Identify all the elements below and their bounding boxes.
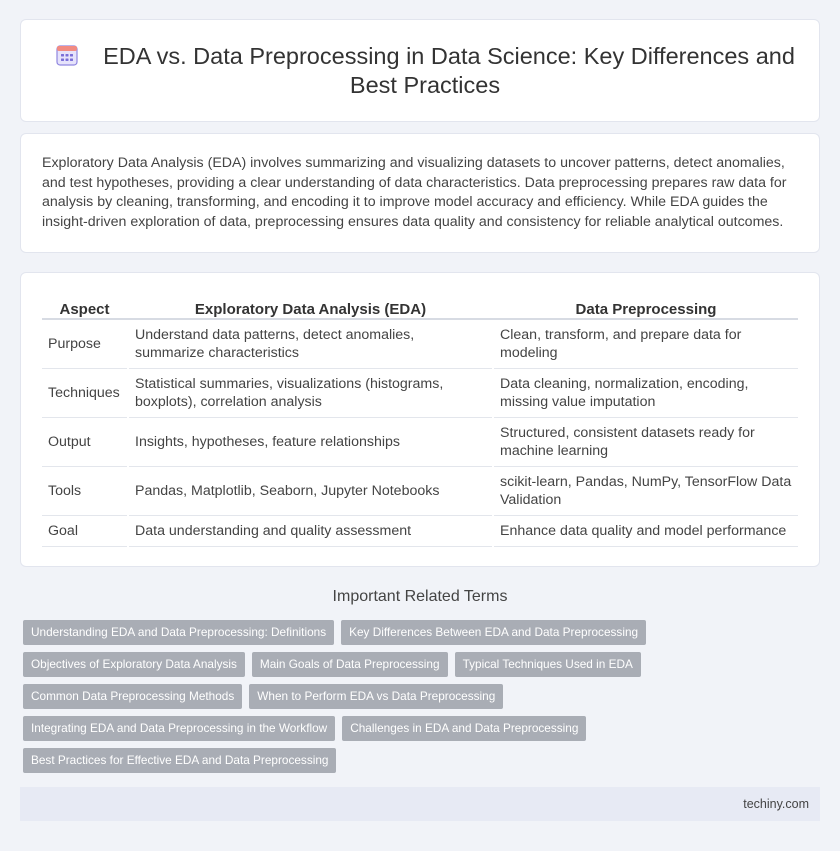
row-preprocessing: Clean, transform, and prepare data for modeling: [493, 319, 798, 368]
table-row: [42, 515, 798, 546]
row-eda: Insights, hypotheses, feature relationships: [128, 417, 493, 466]
related-term-tag[interactable]: When to Perform EDA vs Data Preprocessing: [249, 684, 503, 709]
related-term-tag[interactable]: Integrating EDA and Data Preprocessing in the Workflow: [23, 716, 335, 741]
row-aspect: Techniques: [42, 368, 128, 417]
row-preprocessing: Structured, consistent datasets ready for machine learning: [493, 417, 798, 466]
table-header-row: [42, 295, 798, 319]
page-title-container: [51, 42, 799, 100]
intro-card: [20, 133, 820, 253]
related-term-tag[interactable]: Understanding EDA and Data Preprocessing: Definitions: [23, 620, 334, 645]
row-aspect: Tools: [42, 466, 128, 515]
header-aspect: Aspect: [42, 295, 128, 319]
page-title: EDA vs. Data Preprocessing in Data Science: Key Differences and Best Practices: [103, 43, 795, 98]
row-eda: Data understanding and quality assessment: [128, 515, 493, 546]
table-row: [42, 368, 798, 417]
related-term-tag[interactable]: Challenges in EDA and Data Preprocessing: [342, 716, 586, 741]
comparison-card: [20, 272, 820, 567]
row-preprocessing: Enhance data quality and model performance: [493, 515, 798, 546]
row-eda: Pandas, Matplotlib, Seaborn, Jupyter Notebooks: [128, 466, 493, 515]
row-eda: Statistical summaries, visualizations (histograms, boxplots), correlation analysis: [128, 368, 493, 417]
table-row: [42, 466, 798, 515]
footer: [20, 787, 820, 821]
row-preprocessing: Data cleaning, normalization, encoding, missing value imputation: [493, 368, 798, 417]
related-term-tag[interactable]: Objectives of Exploratory Data Analysis: [23, 652, 245, 677]
calendar-icon: [55, 43, 79, 67]
row-preprocessing: scikit-learn, Pandas, NumPy, TensorFlow Data Validation: [493, 466, 798, 515]
related-term-tag[interactable]: Main Goals of Data Preprocessing: [252, 652, 448, 677]
header-preprocessing: Data Preprocessing: [493, 295, 798, 319]
related-terms-list: [23, 620, 813, 780]
comparison-table: [42, 295, 798, 547]
table-row: [42, 319, 798, 368]
related-terms-title: Important Related Terms: [332, 588, 508, 605]
footer-site-link[interactable]: techiny.com: [743, 797, 809, 811]
related-term-tag[interactable]: Key Differences Between EDA and Data Preprocessing: [341, 620, 646, 645]
row-aspect: Output: [42, 417, 128, 466]
related-term-tag[interactable]: Typical Techniques Used in EDA: [455, 652, 641, 677]
row-eda: Understand data patterns, detect anomalies, summarize characteristics: [128, 319, 493, 368]
related-term-tag[interactable]: Best Practices for Effective EDA and Data Preprocessing: [23, 748, 336, 773]
header-eda: Exploratory Data Analysis (EDA): [128, 295, 493, 319]
row-aspect: Purpose: [42, 319, 128, 368]
title-card: [20, 19, 820, 122]
intro-paragraph: Exploratory Data Analysis (EDA) involves summarizing and visualizing datasets to uncover patterns, detect anomalies, and test hypotheses, providing a clear understanding of data characteristics. Data preprocessing prepares raw data for analysis by cleaning, transforming, and encoding it to improve model accuracy and efficiency. While EDA guides the insight-driven exploration of data, preprocessing ensures data quality and consistency for reliable analytical outcomes.: [42, 155, 787, 230]
related-term-tag[interactable]: Common Data Preprocessing Methods: [23, 684, 242, 709]
table-row: [42, 417, 798, 466]
row-aspect: Goal: [42, 515, 128, 546]
